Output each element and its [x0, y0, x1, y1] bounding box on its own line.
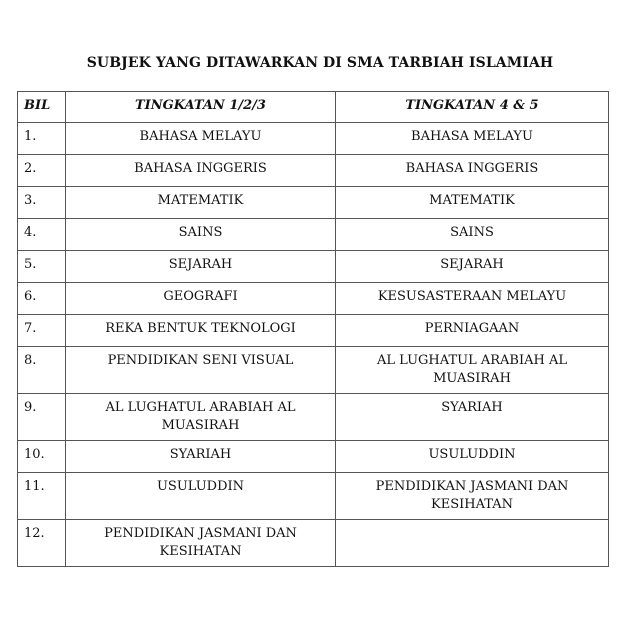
subject-tingkatan-1-2-3: SYARIAH: [66, 441, 336, 473]
table-row: [18, 219, 609, 251]
row-number: 7.: [18, 315, 66, 347]
subjects-table: [17, 91, 609, 567]
subject-tingkatan-4-5: BAHASA MELAYU: [336, 123, 609, 155]
row-number: 4.: [18, 219, 66, 251]
table-row: [18, 394, 609, 441]
subject-tingkatan-4-5: PENDIDIKAN JASMANI DAN KESIHATAN: [336, 473, 609, 520]
document-title: SUBJEK YANG DITAWARKAN DI SMA TARBIAH ISLAMIAH: [86, 55, 554, 71]
subject-tingkatan-4-5: BAHASA INGGERIS: [336, 155, 609, 187]
row-number: 12.: [18, 520, 66, 567]
table-row: [18, 520, 609, 567]
table-row: [18, 473, 609, 520]
subject-tingkatan-4-5: [336, 520, 609, 567]
subject-tingkatan-1-2-3: REKA BENTUK TEKNOLOGI: [66, 315, 336, 347]
subject-tingkatan-1-2-3: PENDIDIKAN JASMANI DAN KESIHATAN: [66, 520, 336, 567]
row-number: 6.: [18, 283, 66, 315]
table-row: [18, 155, 609, 187]
subject-tingkatan-1-2-3: USULUDDIN: [66, 473, 336, 520]
header-tingkatan-4-5: TINGKATAN 4 & 5: [336, 92, 609, 123]
subject-tingkatan-1-2-3: SAINS: [66, 219, 336, 251]
row-number: 9.: [18, 394, 66, 441]
subject-tingkatan-1-2-3: PENDIDIKAN SENI VISUAL: [66, 347, 336, 394]
subject-tingkatan-4-5: PERNIAGAAN: [336, 315, 609, 347]
table-row: [18, 315, 609, 347]
row-number: 10.: [18, 441, 66, 473]
subject-tingkatan-4-5: KESUSASTERAAN MELAYU: [336, 283, 609, 315]
row-number: 5.: [18, 251, 66, 283]
subject-tingkatan-1-2-3: MATEMATIK: [66, 187, 336, 219]
subject-tingkatan-1-2-3: BAHASA MELAYU: [66, 123, 336, 155]
subject-tingkatan-4-5: MATEMATIK: [336, 187, 609, 219]
row-number: 2.: [18, 155, 66, 187]
subject-tingkatan-1-2-3: BAHASA INGGERIS: [66, 155, 336, 187]
row-number: 1.: [18, 123, 66, 155]
row-number: 3.: [18, 187, 66, 219]
subject-tingkatan-4-5: AL LUGHATUL ARABIAH AL MUASIRAH: [336, 347, 609, 394]
row-number: 11.: [18, 473, 66, 520]
table-row: [18, 187, 609, 219]
subject-tingkatan-1-2-3: SEJARAH: [66, 251, 336, 283]
table-row: [18, 251, 609, 283]
table-row: [18, 283, 609, 315]
subject-tingkatan-4-5: SYARIAH: [336, 394, 609, 441]
table-row: [18, 347, 609, 394]
table-header-row: [18, 92, 609, 123]
header-bil: BIL: [18, 92, 66, 123]
subject-tingkatan-4-5: USULUDDIN: [336, 441, 609, 473]
subject-tingkatan-1-2-3: GEOGRAFI: [66, 283, 336, 315]
row-number: 8.: [18, 347, 66, 394]
subject-tingkatan-1-2-3: AL LUGHATUL ARABIAH AL MUASIRAH: [66, 394, 336, 441]
subject-tingkatan-4-5: SAINS: [336, 219, 609, 251]
subject-tingkatan-4-5: SEJARAH: [336, 251, 609, 283]
header-tingkatan-1-2-3: TINGKATAN 1/2/3: [66, 92, 336, 123]
table-row: [18, 441, 609, 473]
table-row: [18, 123, 609, 155]
